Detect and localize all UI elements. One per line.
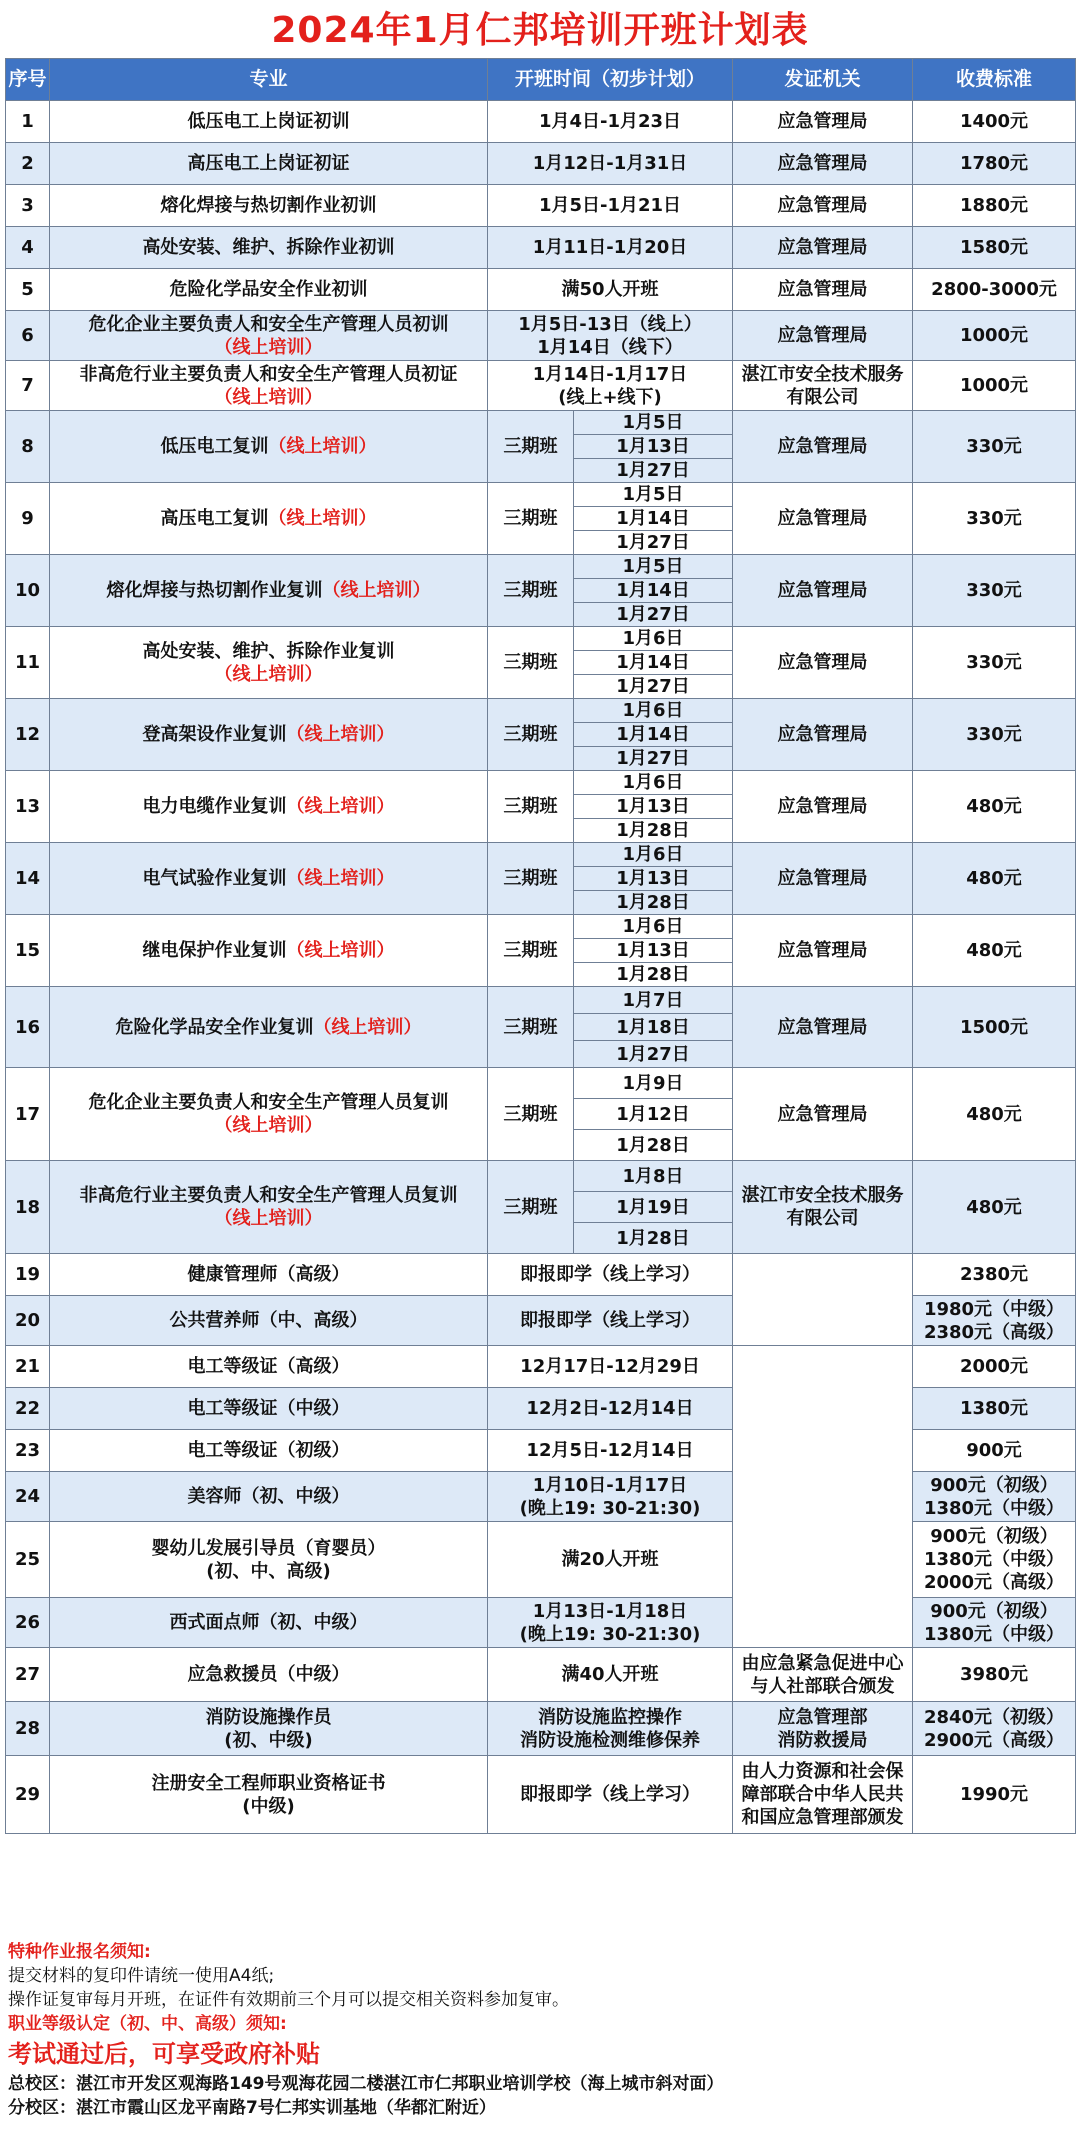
row-no: 5 (6, 269, 50, 311)
row-no: 10 (6, 555, 50, 627)
row-time (488, 361, 733, 411)
table-row (6, 915, 1076, 939)
row-fee: 3980元 (913, 1648, 1076, 1702)
org-line: 由应急紧急促进中心 (741, 1652, 904, 1674)
row-fee: 2000元 (913, 1346, 1076, 1388)
row-major: 电工等级证（中级） (50, 1388, 488, 1430)
row-fee: 1990元 (913, 1756, 1076, 1834)
fee-line: 2380元（高级） (923, 1321, 1065, 1343)
org-line: 障部联合中华人民共 (741, 1784, 904, 1805)
row-no: 8 (6, 411, 50, 483)
row-major (50, 361, 488, 411)
row-date: 1月27日 (574, 459, 733, 483)
row-no: 17 (6, 1068, 50, 1161)
table-row (6, 1472, 1076, 1522)
table-row (6, 555, 1076, 579)
row-date: 1月27日 (574, 531, 733, 555)
row-time: 满20人开班 (488, 1522, 733, 1598)
row-date: 1月28日 (574, 963, 733, 987)
row-major (50, 311, 488, 361)
row-date: 1月28日 (574, 891, 733, 915)
org-line: 湛江市安全技术服务 (741, 363, 904, 385)
row-org (733, 1756, 913, 1834)
row-period: 三期班 (488, 915, 574, 987)
header-fee: 收费标准 (913, 59, 1076, 101)
table-row (6, 227, 1076, 269)
row-no: 2 (6, 143, 50, 185)
table-row (6, 699, 1076, 723)
row-date: 1月18日 (574, 1014, 733, 1041)
online-tag: （线上培训） (214, 663, 323, 685)
row-org: 应急管理局 (733, 771, 913, 843)
row-major (50, 627, 488, 699)
row-fee: 2380元 (913, 1254, 1076, 1296)
row-org: 应急管理局 (733, 843, 913, 915)
row-org: 应急管理局 (733, 269, 913, 311)
table-row (6, 771, 1076, 795)
row-period: 三期班 (488, 411, 574, 483)
major-text: 高处安装、维护、拆除作业复训 (142, 640, 395, 662)
page-title: 2024年1月仁邦培训开班计划表 (271, 10, 809, 51)
row-major: 健康管理师（高级） (50, 1254, 488, 1296)
major-text: (初、中级) (224, 1729, 313, 1751)
row-date: 1月13日 (574, 795, 733, 819)
row-period: 三期班 (488, 699, 574, 771)
row-fee: 1380元 (913, 1388, 1076, 1430)
row-date: 1月6日 (574, 627, 733, 651)
time-line: 1月14日-1月17日 (532, 363, 688, 385)
time-line: 1月10日-1月17日 (532, 1474, 688, 1496)
row-no: 25 (6, 1522, 50, 1598)
row-fee: 1780元 (913, 143, 1076, 185)
row-time: 12月2日-12月14日 (488, 1388, 733, 1430)
row-org: 应急管理局 (733, 101, 913, 143)
fee-line: 900元（初级） (930, 1474, 1058, 1496)
row-no: 22 (6, 1388, 50, 1430)
header-no: 序号 (6, 59, 50, 101)
table-row (6, 143, 1076, 185)
table-row (6, 411, 1076, 435)
row-date: 1月14日 (574, 579, 733, 603)
row-major: 西式面点师（初、中级） (50, 1598, 488, 1648)
row-no: 7 (6, 361, 50, 411)
row-date: 1月14日 (574, 723, 733, 747)
row-no: 29 (6, 1756, 50, 1834)
row-no: 6 (6, 311, 50, 361)
table-row (6, 1068, 1076, 1099)
header-major: 专业 (50, 59, 488, 101)
fee-line: 2000元（高级） (923, 1572, 1065, 1593)
table-row (6, 1254, 1076, 1296)
row-date: 1月28日 (574, 1130, 733, 1161)
notes-line: 提交材料的复印件请统一使用A4纸; (8, 1966, 275, 1986)
table-row (6, 843, 1076, 867)
row-time: 1月12日-1月31日 (488, 143, 733, 185)
row-org (733, 361, 913, 411)
table-row (6, 1430, 1076, 1472)
row-time: 1月4日-1月23日 (488, 101, 733, 143)
row-date: 1月5日 (574, 555, 733, 579)
subsidy-banner: 考试通过后，可享受政府补贴 (8, 2040, 320, 2068)
row-fee: 330元 (913, 699, 1076, 771)
major-text: 低压电工复训 (160, 436, 269, 457)
online-tag: （线上培训） (214, 336, 323, 358)
row-time: 即报即学（线上学习） (488, 1756, 733, 1834)
fee-line: 2840元（初级） (923, 1706, 1065, 1728)
row-period: 三期班 (488, 771, 574, 843)
org-line: 与人社部联合颁发 (750, 1675, 895, 1697)
row-fee (913, 1522, 1076, 1598)
major-text: 注册安全工程师职业资格证书 (151, 1772, 386, 1794)
branch-campus-address: 分校区：湛江市霞山区龙平南路7号仁邦实训基地（华都汇附近） (8, 2098, 496, 2118)
row-major: 高处安装、维护、拆除作业初训 (50, 227, 488, 269)
org-line: 有限公司 (786, 1208, 859, 1229)
notes-line: 操作证复审每月开班，在证件有效期前三个月可以提交相关资料参加复审。 (8, 1990, 569, 2010)
row-org: 应急管理局 (733, 227, 913, 269)
row-major (50, 987, 488, 1068)
row-date: 1月8日 (574, 1161, 733, 1192)
row-org (733, 1161, 913, 1254)
row-date: 1月28日 (574, 819, 733, 843)
row-org: 应急管理局 (733, 699, 913, 771)
row-fee: 1400元 (913, 101, 1076, 143)
row-fee: 900元 (913, 1430, 1076, 1472)
row-date: 1月9日 (574, 1068, 733, 1099)
major-text: 电气试验作业复训 (142, 868, 287, 889)
row-date: 1月13日 (574, 867, 733, 891)
row-no: 4 (6, 227, 50, 269)
time-line: 消防设施检测维修保养 (520, 1729, 700, 1751)
row-fee (913, 1296, 1076, 1346)
row-no: 18 (6, 1161, 50, 1254)
row-date: 1月28日 (574, 1223, 733, 1254)
notes-heading-special: 特种作业报名须知: (8, 1942, 151, 1962)
row-major (50, 1068, 488, 1161)
row-major: 电工等级证（高级） (50, 1346, 488, 1388)
major-text: 非高危行业主要负责人和安全生产管理人员复训 (79, 1185, 458, 1206)
table-header (6, 59, 1076, 101)
table-row (6, 1346, 1076, 1388)
row-period: 三期班 (488, 1068, 574, 1161)
online-tag: （线上培训） (286, 868, 395, 889)
fee-line: 1380元（中级） (923, 1623, 1065, 1645)
row-major (50, 1522, 488, 1598)
online-tag: （线上培训） (268, 508, 377, 529)
time-line: 消防设施监控操作 (538, 1706, 682, 1728)
online-tag: （线上培训） (322, 580, 431, 601)
row-date: 1月6日 (574, 915, 733, 939)
row-no: 28 (6, 1702, 50, 1756)
row-fee: 1000元 (913, 311, 1076, 361)
row-org (733, 1346, 913, 1648)
major-text: 登高架设作业复训 (142, 724, 287, 745)
table-row (6, 101, 1076, 143)
row-major (50, 843, 488, 915)
row-time: 即报即学（线上学习） (488, 1296, 733, 1346)
org-line: 有限公司 (786, 386, 859, 408)
row-date: 1月6日 (574, 699, 733, 723)
major-text: 熔化焊接与热切割作业复训 (106, 580, 323, 601)
row-period: 三期班 (488, 843, 574, 915)
row-major: 应急救援员（中级） (50, 1648, 488, 1702)
row-org: 应急管理局 (733, 483, 913, 555)
row-no: 16 (6, 987, 50, 1068)
row-time (488, 1702, 733, 1756)
row-no: 3 (6, 185, 50, 227)
major-text: 电力电缆作业复训 (142, 796, 287, 817)
row-date: 1月13日 (574, 435, 733, 459)
row-fee: 480元 (913, 1161, 1076, 1254)
major-text: 非高危行业主要负责人和安全生产管理人员初证 (79, 363, 458, 385)
online-tag: （线上培训） (286, 724, 395, 745)
table-row (6, 627, 1076, 651)
online-tag: （线上培训） (313, 1016, 422, 1038)
table-row (6, 1388, 1076, 1430)
row-fee: 2800-3000元 (913, 269, 1076, 311)
fee-line: 900元（初级） (930, 1600, 1058, 1622)
row-time (488, 1598, 733, 1648)
row-org: 应急管理局 (733, 627, 913, 699)
row-time: 12月17日-12月29日 (488, 1346, 733, 1388)
fee-line: 1380元（中级） (923, 1497, 1065, 1519)
time-line: (晚上19: 30-21:30) (519, 1497, 701, 1519)
row-org: 应急管理局 (733, 915, 913, 987)
row-major: 美容师（初、中级） (50, 1472, 488, 1522)
row-fee: 1000元 (913, 361, 1076, 411)
fee-line: 2900元（高级） (923, 1729, 1065, 1751)
major-text: 危险化学品安全作业复训 (115, 1016, 314, 1038)
major-text: 危化企业主要负责人和安全生产管理人员初训 (88, 313, 449, 335)
row-org (733, 1254, 913, 1346)
row-major (50, 915, 488, 987)
row-org: 应急管理局 (733, 411, 913, 483)
time-line: 1月13日-1月18日 (532, 1600, 688, 1622)
row-org: 应急管理局 (733, 555, 913, 627)
row-date: 1月5日 (574, 483, 733, 507)
row-fee: 480元 (913, 1068, 1076, 1161)
row-time: 1月11日-1月20日 (488, 227, 733, 269)
row-org: 应急管理局 (733, 185, 913, 227)
row-date: 1月12日 (574, 1099, 733, 1130)
row-org (733, 1648, 913, 1702)
major-text: 继电保护作业复训 (142, 940, 287, 961)
major-text: (中级) (242, 1795, 295, 1817)
row-date: 1月6日 (574, 771, 733, 795)
row-fee: 480元 (913, 915, 1076, 987)
table-row (6, 1702, 1076, 1756)
row-no: 9 (6, 483, 50, 555)
row-major (50, 411, 488, 483)
row-org: 应急管理局 (733, 311, 913, 361)
online-tag: （线上培训） (268, 436, 377, 457)
row-date: 1月6日 (574, 843, 733, 867)
row-fee (913, 1598, 1076, 1648)
row-fee (913, 1472, 1076, 1522)
row-fee: 480元 (913, 843, 1076, 915)
online-tag: （线上培训） (214, 1208, 323, 1229)
row-fee: 330元 (913, 483, 1076, 555)
time-line: 1月14日（线下） (537, 336, 683, 358)
header-time: 开班时间（初步计划） (488, 59, 733, 101)
table-row (6, 1648, 1076, 1702)
row-date: 1月7日 (574, 987, 733, 1014)
row-time: 即报即学（线上学习） (488, 1254, 733, 1296)
row-major: 电工等级证（初级） (50, 1430, 488, 1472)
row-date: 1月27日 (574, 675, 733, 699)
table-row (6, 311, 1076, 361)
fee-line: 1980元（中级） (923, 1298, 1065, 1320)
major-text: (初、中、高级) (206, 1560, 331, 1582)
row-major (50, 1161, 488, 1254)
notes-heading-level: 职业等级认定（初、中、高级）须知: (8, 2014, 287, 2034)
row-date: 1月27日 (574, 603, 733, 627)
row-major (50, 483, 488, 555)
table-row (6, 361, 1076, 411)
org-line: 消防救援局 (777, 1729, 868, 1751)
online-tag: （线上培训） (214, 386, 323, 408)
row-date: 1月27日 (574, 1041, 733, 1068)
row-no: 21 (6, 1346, 50, 1388)
time-line: (线上+线下) (558, 386, 662, 408)
row-major: 危险化学品安全作业初训 (50, 269, 488, 311)
row-org: 应急管理局 (733, 987, 913, 1068)
table-row (6, 185, 1076, 227)
row-fee: 330元 (913, 627, 1076, 699)
major-text: 消防设施操作员 (205, 1706, 332, 1728)
row-date: 1月5日 (574, 411, 733, 435)
row-date: 1月27日 (574, 747, 733, 771)
row-no: 20 (6, 1296, 50, 1346)
row-period: 三期班 (488, 627, 574, 699)
header-org: 发证机关 (733, 59, 913, 101)
table-row (6, 483, 1076, 507)
row-time: 12月5日-12月14日 (488, 1430, 733, 1472)
row-major (50, 555, 488, 627)
row-major (50, 1702, 488, 1756)
fee-line: 1380元（中级） (923, 1549, 1065, 1570)
row-fee: 1580元 (913, 227, 1076, 269)
row-major: 公共营养师（中、高级） (50, 1296, 488, 1346)
schedule-table (5, 58, 1076, 1834)
row-fee: 330元 (913, 411, 1076, 483)
row-major: 熔化焊接与热切割作业初训 (50, 185, 488, 227)
table-row (6, 1598, 1076, 1648)
org-line: 湛江市安全技术服务 (741, 1185, 904, 1206)
row-period: 三期班 (488, 555, 574, 627)
row-date: 1月19日 (574, 1192, 733, 1223)
org-line: 由人力资源和社会保 (741, 1761, 904, 1782)
major-text: 危化企业主要负责人和安全生产管理人员复训 (88, 1092, 449, 1113)
notes-section (8, 1940, 1073, 2120)
row-major (50, 1756, 488, 1834)
online-tag: （线上培训） (286, 796, 395, 817)
org-line: 应急管理部 (777, 1706, 868, 1728)
row-org: 应急管理局 (733, 1068, 913, 1161)
major-text: 婴幼儿发展引导员（育婴员） (151, 1537, 386, 1559)
row-period: 三期班 (488, 987, 574, 1068)
row-period: 三期班 (488, 1161, 574, 1254)
row-org (733, 1702, 913, 1756)
row-major: 低压电工上岗证初训 (50, 101, 488, 143)
row-no: 15 (6, 915, 50, 987)
row-major (50, 771, 488, 843)
row-no: 23 (6, 1430, 50, 1472)
table-row (6, 1161, 1076, 1192)
row-fee: 480元 (913, 771, 1076, 843)
row-major (50, 699, 488, 771)
row-time: 满50人开班 (488, 269, 733, 311)
time-line: 1月5日-13日（线上） (518, 313, 702, 335)
row-time (488, 311, 733, 361)
row-no: 19 (6, 1254, 50, 1296)
row-no: 13 (6, 771, 50, 843)
table-row (6, 987, 1076, 1014)
row-no: 11 (6, 627, 50, 699)
table-row (6, 269, 1076, 311)
row-time (488, 1472, 733, 1522)
table-row (6, 1296, 1076, 1346)
row-org: 应急管理局 (733, 143, 913, 185)
row-fee (913, 1702, 1076, 1756)
row-time: 1月5日-1月21日 (488, 185, 733, 227)
row-no: 27 (6, 1648, 50, 1702)
row-fee: 1880元 (913, 185, 1076, 227)
online-tag: （线上培训） (286, 940, 395, 961)
row-no: 14 (6, 843, 50, 915)
row-time: 满40人开班 (488, 1648, 733, 1702)
org-line: 和国应急管理部颁发 (741, 1807, 904, 1828)
online-tag: （线上培训） (214, 1115, 323, 1136)
table-row (6, 1522, 1076, 1598)
main-campus-address: 总校区：湛江市开发区观海路149号观海花园二楼湛江市仁邦职业培训学校（海上城市斜对面） (8, 2074, 724, 2094)
row-fee: 1500元 (913, 987, 1076, 1068)
row-period: 三期班 (488, 483, 574, 555)
row-date: 1月14日 (574, 507, 733, 531)
row-date: 1月13日 (574, 939, 733, 963)
row-no: 26 (6, 1598, 50, 1648)
row-date: 1月14日 (574, 651, 733, 675)
table-row (6, 1756, 1076, 1834)
row-no: 24 (6, 1472, 50, 1522)
row-no: 12 (6, 699, 50, 771)
row-fee: 330元 (913, 555, 1076, 627)
row-major: 高压电工上岗证初证 (50, 143, 488, 185)
time-line: (晚上19: 30-21:30) (519, 1623, 701, 1645)
row-no: 1 (6, 101, 50, 143)
fee-line: 900元（初级） (930, 1526, 1058, 1547)
major-text: 高压电工复训 (160, 508, 269, 529)
